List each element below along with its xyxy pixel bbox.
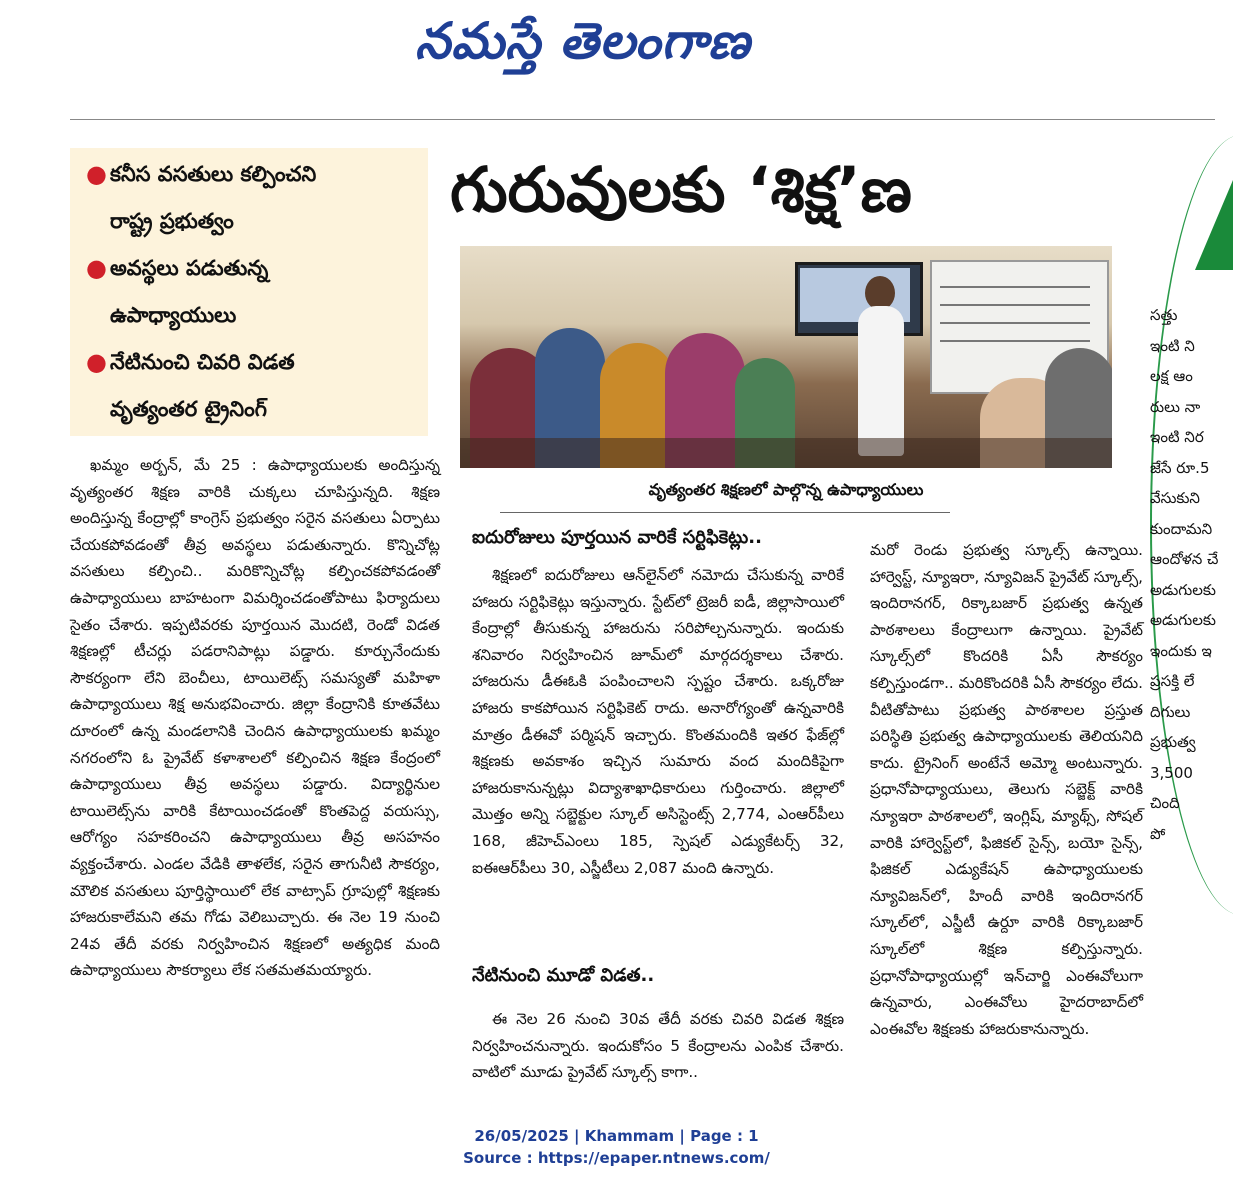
article-paragraph: శిక్షణలో ఐదురోజులు ఆన్‌లైన్‌లో నమోదు చేసుకున్న వారికే హాజరు సర్టిఫికెట్లు ఇస్తున్నారు. స్టేట్‌లో ట్రెజరీ ఐడీ, జిల్లాసాయిలో కేంద్రాల్లో తీసుకున్న హాజరును సరిపోల్చనున్నారు. ఇందుకు శనివారం నిర్వహించిన జూమ్‌లో మార్గదర్శకాలు చేశారు. హాజరును డీఈఓకి పంపించాలని స్పష్టం చేశారు. ఒక్కరోజు హాజరు కాకపోయిన సర్టిఫికెట్ రాదు. అనారోగ్యంతో ఉన్నవారికి మాత్రం డీఈవో పర్మిషన్ ఇచ్చారు. కొంతమందికి ఇతర ఫేజ్‌ల్లో శిక్షణకు అవకాశం ఇచ్చిన సుమారు వంద మందికిపైగా హాజరుకానున్నట్లు విద్యాశాఖాధికారులు గుర్తించారు. జిల్లాలో మొత్తం అన్ని సబ్జెక్టుల స్కూల్ అసిస్టెంట్స్ 2,774, ఎంఆర్‌పీలు 168, జీహెచ్‌ఎంలు 185, స్పెషల్ ఎడ్యుకేటర్స్ 32, ఐఈఆర్‌పీలు 30, ఎస్జీటీలు 2,087 మంది ఉన్నారు. xyxy=(472,566,844,877)
subheading: నేటినుంచి మూడో విడత.. xyxy=(472,965,655,986)
highlight-item xyxy=(84,246,418,291)
article-column-1 xyxy=(70,452,440,984)
strip-line: రులు నా xyxy=(1150,397,1201,416)
highlight-text: రాష్ట్ర ప్రభుత్వం xyxy=(110,209,234,233)
strip-line: లక్ష ఆం xyxy=(1150,367,1193,385)
article-column-3 xyxy=(870,537,1143,1042)
highlight-text: వృత్యంతర ట్రైనింగ్ xyxy=(110,397,267,421)
green-triangle-icon xyxy=(1195,180,1233,270)
bullet-icon: ● xyxy=(86,160,107,188)
adjacent-article-strip xyxy=(1150,300,1233,849)
whiteboard-writing xyxy=(940,286,1090,288)
strip-line: కుందామని xyxy=(1150,519,1213,538)
photo-caption: వృత్యంతర శిక్షణలో పాల్గొన్న ఉపాధ్యాయులు xyxy=(648,480,924,499)
highlight-item xyxy=(84,340,418,385)
strip-line: ఇందుకు ఇ xyxy=(1150,641,1212,660)
trainer-head xyxy=(865,276,895,310)
article-column-2 xyxy=(472,562,844,881)
strip-line: ప్రసక్తి లే xyxy=(1150,672,1195,690)
strip-line: అడుగులకు xyxy=(1150,611,1216,629)
highlight-item xyxy=(84,199,418,244)
classroom-photo xyxy=(460,246,1112,468)
page-footer xyxy=(0,1125,1233,1169)
trainer-figure xyxy=(858,306,904,456)
highlight-text: ఉపాధ్యాయులు xyxy=(110,303,237,327)
highlight-item xyxy=(84,387,418,432)
highlight-item xyxy=(84,152,418,197)
article-headline: గురువులకు ‘శిక్ష’ణ xyxy=(450,153,912,226)
strip-line: పో xyxy=(1150,824,1166,843)
article-column-2b xyxy=(472,1006,844,1086)
strip-line: సత్తు xyxy=(1150,306,1178,324)
strip-line: ఆందోళన చే xyxy=(1150,550,1219,568)
strip-line: చింది xyxy=(1150,794,1180,812)
footer-source-line: Source : https://epaper.ntnews.com/ xyxy=(463,1149,770,1167)
highlight-text: అవస్థలు పడుతున్న xyxy=(110,256,269,280)
article-paragraph: ఖమ్మం అర్బన్, మే 25 : ఉపాధ్యాయులకు అందిస్తున్న వృత్యంతర శిక్షణ వారికి చుక్కలు చూపిస్తున్నది. శిక్షణ అందిస్తున్న కేంద్రాల్లో కాంగ్రెస్ ప్రభుత్వం సరైన వసతులు ఏర్పాటు చేయకపోవడంతో తీవ్ర అవస్థలు పడుతున్నారు. కొన్నిచోట్ల వసతులు కల్పించి.. మరికొన్నిచోట్ల కల్పించకపోవడంతో ఉపాధ్యాయులు బాహటంగా విమర్శించడంతోపాటు ఫిర్యాదులు సైతం చేశారు. ఇప్పటివరకు పూర్తయిన మొదటి, రెండో విడత శిక్షణల్లో టీచర్లు పడరానిపాట్లు పడ్డారు. కూర్చునేందుకు సౌకర్యంగా లేని బెంచీలు, టాయిలెట్స్ సమస్యతో మహిళా ఉపాధ్యాయులు శిక్ష అనుభవించారు. జిల్లా కేంద్రానికి కూతవేటు దూరంలో ఉన్న మండలానికి చెందిన ఉపాధ్యాయులకు ఖమ్మం నగరంలోని ఓ ప్రైవేట్ కళాశాలలో కల్పించిన శిక్షణ కేంద్రంలో ఉపాధ్యాయులు తీవ్ర అవస్థలు పడ్డారు. విద్యార్థినుల టాయిలెట్స్‌ను వారికి కేటాయించడంతో కొంతపెద్ద వయస్సు, ఆరోగ్యం సహకరించని ఉపాధ్యాయులు తీవ్ర అసహనం వ్యక్తంచేశారు. ఎండల వేడికి తాళలేక, సరైన తాగునీటి సౌకర్యం, మౌలిక వసతులు పూర్తిస్థాయిలో లేక వాట్సాప్ గ్రూపుల్లో శిక్షణకు హాజరుకాలేమని తమ గోడు వెలిబుచ్చారు. ఈ నెల 19 నుంచి 24వ తేదీ వరకు నిర్వహించిన శిక్షణలో అత్యధిక మంది ఉపాధ్యాయులు సౌకర్యాలు లేక సతమతమయ్యారు. xyxy=(70,456,440,980)
strip-line: దిగులు xyxy=(1150,702,1191,721)
footer-date-line: 26/05/2025 | Khammam | Page : 1 xyxy=(474,1127,759,1145)
strip-line: అడుగులకు xyxy=(1150,580,1216,599)
highlight-text: నేటినుంచి చివరి విడత xyxy=(110,350,295,374)
article-paragraph: ఈ నెల 26 నుంచి 30వ తేదీ వరకు చివరి విడత శిక్షణ నిర్వహించనున్నారు. ఇందుకోసం 5 కేంద్రాలను ఎంపిక చేశారు. వాటిలో మూడు ప్రైవేట్ స్కూల్స్ కాగా.. xyxy=(472,1010,844,1082)
strip-line: ఇంటి నిర xyxy=(1150,428,1204,446)
bullet-icon: ● xyxy=(86,254,107,282)
masthead-title: నమస్తే తెలంగాణ xyxy=(415,12,751,70)
subheading: ఐదురోజులు పూర్తయిన వారికే సర్టిఫికెట్లు.. xyxy=(472,527,762,548)
strip-line: ప్రభుత్వ xyxy=(1150,733,1196,751)
strip-line: జేసే రూ.5 xyxy=(1150,458,1210,477)
caption-rule xyxy=(500,512,950,513)
strip-line: ఇంటి ని xyxy=(1150,336,1195,355)
highlight-text: కనీస వసతులు కల్పించని xyxy=(110,162,317,186)
highlights-box xyxy=(70,148,428,436)
bullet-icon: ● xyxy=(86,348,107,376)
strip-line: వేసుకుని xyxy=(1150,489,1200,507)
masthead-rule xyxy=(70,119,1215,120)
article-paragraph: మరో రెండు ప్రభుత్వ స్కూల్స్ ఉన్నాయి. హార్వెస్ట్, న్యూఇరా, న్యూవిజన్ ప్రైవేట్ స్కూల్స్, ఇందిరానగర్, రిక్కాబజార్ ప్రభుత్వ ఉన్నత పాఠశాలలు కేంద్రాలుగా ఉన్నాయి. ప్రైవేట్ స్కూల్స్‌లో కొందరికి ఏసీ సౌకర్యం కల్పిస్తుండగా.. మరికొందరికి ఏసీ సౌకర్యం లేదు. వీటితోపాటు ప్రభుత్వ పాఠశాలల ప్రస్తుత పరిస్థితి ప్రభుత్వ ఉపాధ్యాయులకు తెలియనిది కాదు. ట్రైనింగ్ అంటేనే అమ్మో అంటున్నారు. ప్రధానోపాధ్యాయులు, తెలుగు సబ్జెక్ట్ వారికి న్యూఇరా పాఠశాలలో, ఇంగ్లిష్, మ్యాథ్స్, సోషల్ వారికి హార్వెస్ట్‌లో, ఫిజికల్ సైన్స్, బయో సైన్స్, ఫిజికల్ ఎడ్యుకేషన్ ఉపాధ్యాయులకు న్యూవిజన్‌లో, హిందీ వారికి ఇందిరానగర్ స్కూల్‌లో, ఎస్జీటీ ఉర్దూ వారికి రిక్కాబజార్ స్కూల్‌లో శిక్షణ కల్పిస్తున్నారు. ప్రధానోపాధ్యాయుల్లో ఇన్‌చార్జి ఎంఈవోలుగా ఉన్నవారు, ఎంఈవోలు హైదరాబాద్‌లో ఎంఈవోల శిక్షణకు హాజరుకానున్నారు. xyxy=(870,541,1143,1038)
strip-line: 3,500 xyxy=(1150,763,1193,782)
desks xyxy=(460,438,1112,468)
highlight-item xyxy=(84,293,418,338)
